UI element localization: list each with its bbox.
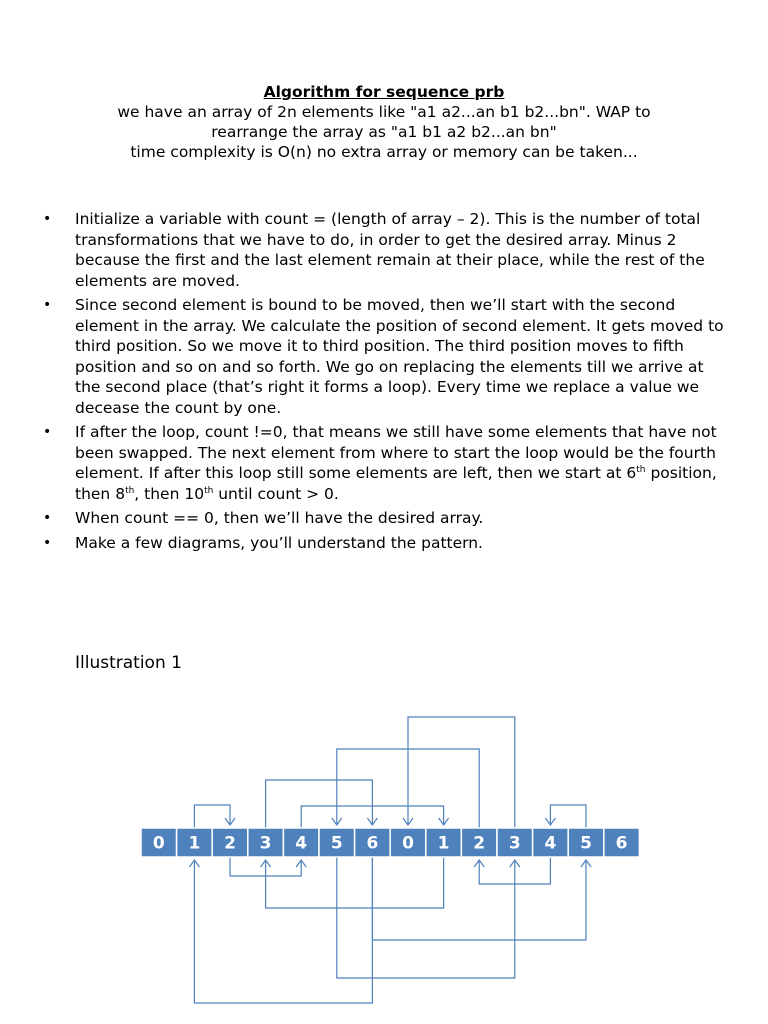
array-cell-value: 4: [295, 833, 308, 854]
list-item: [40, 508, 730, 529]
array-cell: [568, 828, 604, 857]
array-cells: [141, 828, 639, 857]
connector-line: [266, 857, 444, 908]
array-cell-value: 0: [402, 833, 414, 854]
connector: [194, 805, 235, 828]
connector: [261, 857, 444, 908]
document-header: [0, 82, 768, 162]
problem-statement-line-2: rearrange the array as "a1 b1 a2 b2...an bn": [211, 123, 557, 141]
problem-statement-line-3: time complexity is O(n) no extra array or memory can be taken...: [130, 143, 638, 161]
array-cell: [141, 828, 177, 857]
array-cell: [497, 828, 533, 857]
connector-line: [194, 805, 230, 828]
ordinal-suffix: th: [204, 485, 214, 496]
array-cell-value: 2: [473, 833, 486, 854]
step-text: Make a few diagrams, you’ll understand the pattern.: [75, 533, 483, 552]
list-item: [40, 422, 730, 504]
bullet-icon: •: [43, 534, 52, 551]
array-cell-value: 1: [188, 833, 201, 854]
array-cell: [533, 828, 569, 857]
connector: [230, 857, 306, 876]
bullet-icon: •: [43, 424, 52, 440]
array-cell-value: 3: [259, 833, 272, 854]
array-cell: [604, 828, 640, 857]
connector-line: [550, 805, 586, 828]
connector: [189, 857, 372, 1003]
connector-lines: [189, 717, 591, 1003]
list-item: [40, 295, 730, 418]
array-cell: [177, 828, 213, 857]
array-cell-value: 5: [330, 833, 343, 854]
array-cell: [390, 828, 426, 857]
list-item: [40, 533, 730, 554]
bullet-icon: •: [43, 510, 52, 526]
array-cell: [355, 828, 391, 857]
connector: [372, 857, 591, 940]
step-text-part: position, then 8: [75, 464, 717, 503]
connector: [545, 805, 586, 828]
connector: [337, 857, 520, 978]
permutation-diagram: [0, 700, 768, 1024]
connector: [266, 780, 378, 828]
array-cell-value: 2: [224, 833, 236, 854]
array-cell: [319, 828, 355, 857]
bullet-icon: •: [43, 297, 52, 313]
problem-statement-line-1: we have an array of 2n elements like "a1 a2...an b1 b2...bn". WAP to: [117, 103, 651, 121]
connector: [301, 806, 448, 828]
array-cell: [248, 828, 284, 857]
algorithm-steps-list: [40, 209, 730, 557]
step-text: Since second element is bound to be moved, then we’ll start with the second element in the array. We calculate the position of second element. It gets moved to third position. So we move it to third position. The third position moves to fifth position and so on and so forth. We go on replacing the elements till we arrive at the second place (that’s right it forms a loop). Every time we replace a value we decease the count by one.: [75, 296, 724, 417]
connector-line: [266, 780, 373, 828]
array-cell-value: 0: [152, 833, 165, 854]
document-title: Algorithm for sequence prb: [263, 83, 505, 101]
connector-line: [194, 857, 372, 1003]
ordinal-suffix: th: [636, 464, 646, 475]
array-cell: [461, 828, 497, 857]
step-text: When count == 0, then we’ll have the desired array.: [75, 509, 484, 527]
illustration-label: Illustration 1: [75, 653, 182, 673]
step-text-part: If after the loop, count !=0, that means we still have some elements that have not been swapped. The next element from where to start the loop would be the fourth element. If after this loop still some elements are left, then we start at 6: [75, 423, 717, 482]
array-cell-value: 1: [437, 833, 450, 854]
ordinal-suffix: th: [125, 485, 135, 496]
array-cell-value: 5: [580, 833, 592, 854]
connector: [403, 717, 515, 828]
array-cell: [426, 828, 462, 857]
step-text: [75, 423, 717, 503]
array-cell: [212, 828, 248, 857]
connector-line: [337, 857, 515, 978]
step-text-part: , then 10: [134, 484, 205, 503]
array-cell-value: 4: [544, 833, 557, 854]
array-cell-value: 3: [508, 833, 521, 854]
array-cell-value: 6: [615, 833, 628, 854]
step-text-part: until count > 0.: [213, 484, 339, 503]
connector: [474, 857, 550, 884]
bullet-icon: •: [43, 211, 52, 227]
array-cell: [283, 828, 319, 857]
array-cell-value: 6: [366, 833, 379, 854]
connector: [332, 749, 479, 828]
connector-line: [408, 717, 515, 828]
list-item: [40, 209, 730, 291]
step-text: Initialize a variable with count = (length of array – 2). This is the number of total transformations that we have to do, in order to get the desired array. Minus 2 because the first and the last element remain at their place, while the rest of the elements are moved.: [75, 210, 705, 290]
